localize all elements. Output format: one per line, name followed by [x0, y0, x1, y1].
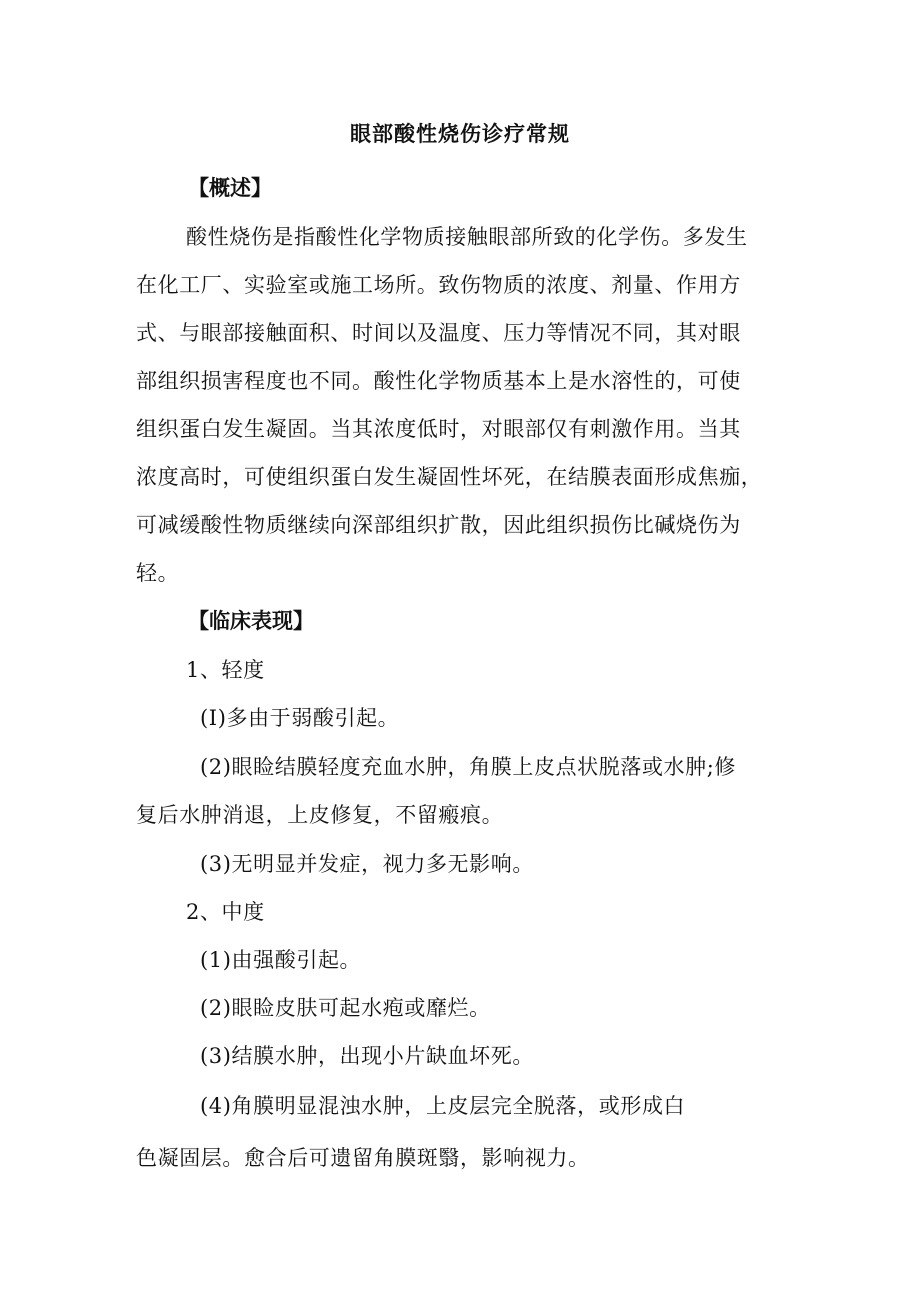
mild-item-2-cont: 复后水肿消退，上皮修复，不留瘢痕。 [136, 803, 504, 827]
moderate-item-3: (3)结膜水肿，出现小片缺血坏死。 [200, 1044, 534, 1068]
overview-line-1: 酸性烧伤是指酸性化学物质接触眼部所致的化学伤。多发生 [186, 225, 748, 249]
document-title: 眼部酸性烧伤诊疗常规 [350, 121, 570, 146]
overview-line-4: 部组织损害程度也不同。酸性化学物质基本上是水溶性的，可使 [136, 369, 741, 393]
mild-label: 1、轻度 [186, 658, 265, 682]
moderate-item-4-cont: 色凝固层。愈合后可遗留角膜斑翳，影响视力。 [136, 1146, 590, 1170]
mild-item-3: (3)无明显并发症，视力多无影响。 [200, 852, 534, 876]
clinical-heading: 【临床表现】 [188, 609, 314, 633]
mild-item-2: (2)眼睑结膜轻度充血水肿，角膜上皮点状脱落或水肿;修 [200, 755, 737, 779]
overview-line-2: 在化工厂、实验室或施工场所。致伤物质的浓度、剂量、作用方 [136, 273, 741, 297]
moderate-label: 2、中度 [186, 900, 265, 924]
overview-line-7: 可减缓酸性物质继续向深部组织扩散，因此组织损伤比碱烧伤为 [136, 513, 741, 537]
overview-line-5: 组织蛋白发生凝固。当其浓度低时，对眼部仅有刺激作用。当其 [136, 417, 741, 441]
overview-line-8: 轻。 [136, 561, 180, 585]
moderate-item-2: (2)眼睑皮肤可起水疱或靡烂。 [200, 996, 491, 1020]
mild-item-1: (I)多由于弱酸引起。 [200, 706, 400, 730]
overview-line-3: 式、与眼部接触面积、时间以及温度、压力等情况不同，其对眼 [136, 321, 741, 345]
overview-heading: 【概述】 [188, 176, 272, 200]
overview-line-6: 浓度高时，可使组织蛋白发生凝固性坏死，在结膜表面形成焦痂， [136, 465, 763, 489]
moderate-item-1: (1)由强酸引起。 [200, 948, 362, 972]
moderate-item-4: (4)角膜明显混浊水肿，上皮层完全脱落，或形成白 [200, 1094, 686, 1118]
